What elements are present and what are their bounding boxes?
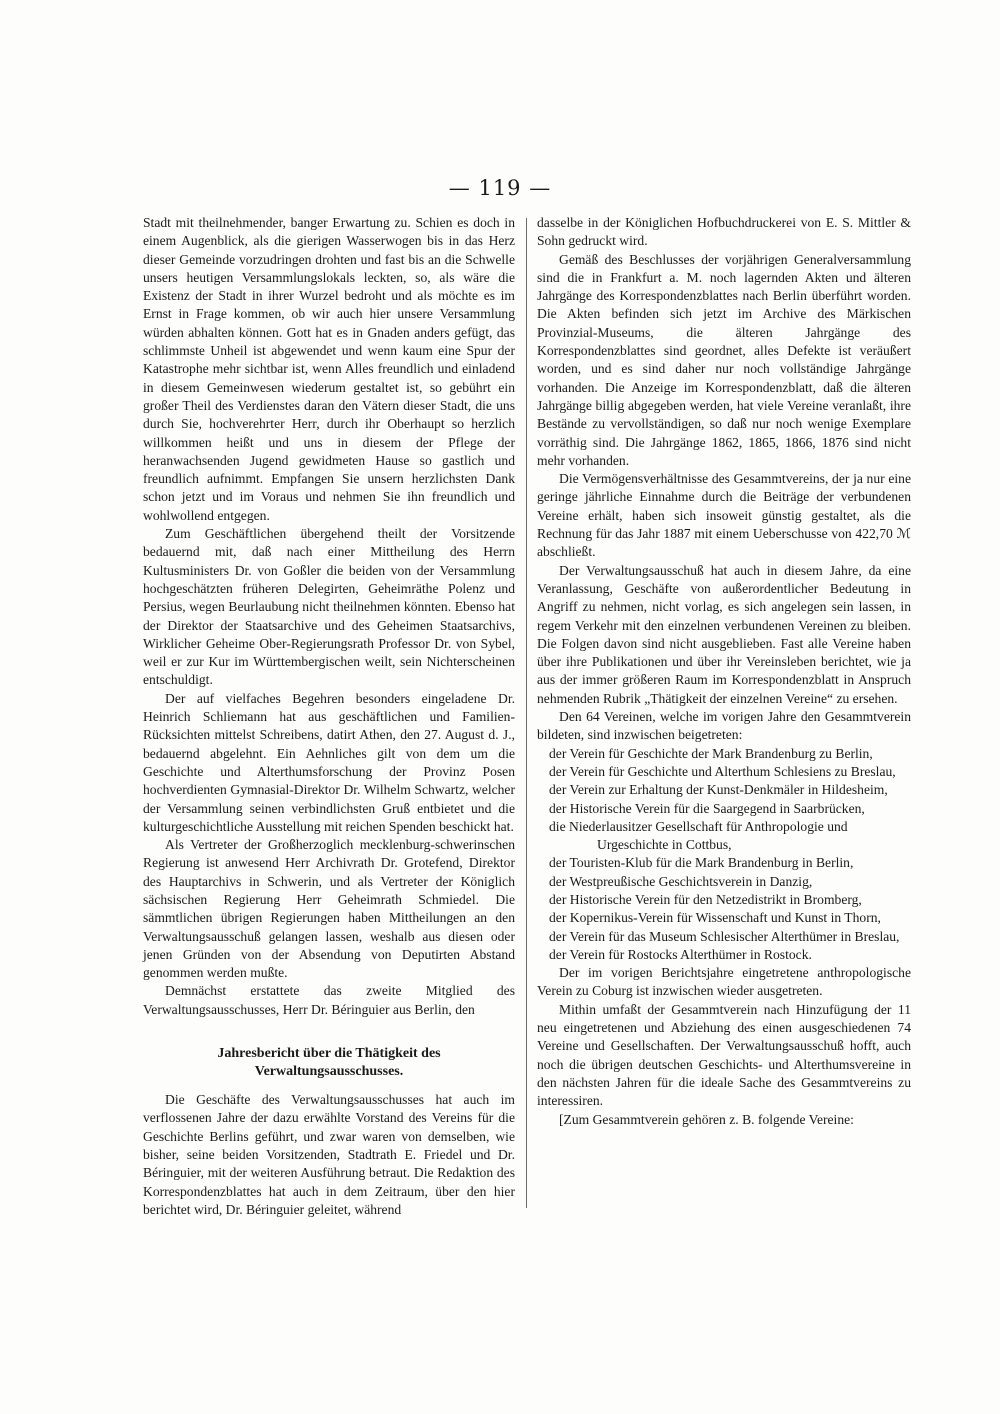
list-item: der Verein zur Erhaltung der Kunst-Denkmäler in Hildesheim, [549, 782, 888, 798]
list-item: der Westpreußische Geschichtsverein in Danzig, [549, 873, 813, 889]
right-paragraph-3: Die Vermögensverhältnisse des Gesammtvereins, der ja nur eine geringe jährliche Einnahme durch die Beiträge der verbundenen Vereine erhält, haben sich insoweit günstig gestaltet, als die Rechnung für das Jahr 1887 mit einem Ueberschusse von 422,70 ℳ abschließt. [537, 471, 911, 560]
list-item: der Kopernikus-Verein für Wissenschaft und Kunst in Thorn, [549, 910, 881, 926]
list-item: der Historische Verein für den Netzedistrikt in Bromberg, [549, 891, 862, 907]
right-column [537, 214, 911, 1129]
list-item: der Verein für Rostocks Alterthümer in Rostock. [549, 946, 812, 962]
right-paragraph-1: dasselbe in der Königlichen Hofbuchdruckerei von E. S. Mittler & Sohn gedruckt wird. [537, 215, 911, 249]
column-divider [526, 218, 527, 1208]
list-item: die Niederlausitzer Gesellschaft für Anthropologie und Urgeschichte in Cottbus, [549, 818, 848, 853]
right-paragraph-5: Den 64 Vereinen, welche im vorigen Jahre den Gesammtverein bildeten, sind inzwischen beigetreten: [537, 709, 911, 743]
left-column [143, 214, 515, 1219]
right-paragraph-8: [Zum Gesammtverein gehören z. B. folgende Vereine: [559, 1111, 854, 1127]
right-paragraph-4: Der Verwaltungsausschuß hat auch in diesem Jahre, da eine Veranlassung, Geschäfte von außerordentlicher Bedeutung in Angriff zu nehmen, nicht vorlag, es sich angelegen sein lassen, in regem Verkehr mit den einzelnen verbundenen Vereinen zu bleiben. Die Folgen davon sind nicht ausgeblieben. Fast alle Vereine haben über ihre Publikationen und über ihr Vereinsleben berichtet, wie ja aus der immer größeren Raum im Korrespondenzblatt in Anspruch nehmenden Rubrik „Thätigkeit der einzelnen Vereine“ zu ersehen. [537, 562, 911, 706]
list-item: der Touristen-Klub für die Mark Brandenburg in Berlin, [549, 855, 854, 871]
list-item: der Historische Verein für die Saargegend in Saarbrücken, [549, 800, 865, 816]
new-members-list [537, 745, 911, 965]
section-heading: Jahresbericht über die Thätigkeit des Verwaltungsausschusses. [217, 1046, 441, 1080]
left-paragraph-5: Demnächst erstattete das zweite Mitglied des Verwaltungsausschusses, Herr Dr. Béringuier aus Berlin, den [143, 983, 515, 1017]
list-item: der Verein für Geschichte und Alterthum Schlesiens zu Breslau, [549, 763, 896, 779]
page-number: — 119 — [448, 176, 552, 200]
right-paragraph-6: Der im vorigen Berichtsjahre eingetretene anthropologische Verein zu Coburg ist inzwischen wieder ausgetreten. [537, 965, 911, 999]
left-paragraph-1: Stadt mit theilnehmender, banger Erwartung zu. Schien es doch in einem Augenblick, als die gierigen Wasserwogen bis in das Herz dieser Gemeinde vorzudringen drohten und fast bis an die Schwelle unsers heutigen Versammlungslokals leckten, so, als wäre die Existenz der Stadt in ihrer Wurzel bedroht und als möchte es im Ernst in Frage kommen, ob wir auch hier unsere Versammlung würden abhalten können. Gott hat es in Gnaden anders gefügt, das schlimmste Unheil ist abgewendet und wenn kaum eine Spur der Katastrophe mehr sichtbar ist, wenn Alles freundlich und einladend in diesem Gemeinwesen wiederum gestaltet ist, so gebührt ein großer Theil des Verdienstes daran den Vätern dieser Stadt, die uns durch Sie, hochverehrter Herr, durch ihr Oberhaupt so herzlich willkommen heißt und uns in diesem der Pflege der heranwachsenden Jugend gewidmeten Hause so gastlich und freundlich aufnimmt. Empfangen Sie unsern herzlichsten Dank schon jetzt und im Voraus und nehmen Sie ihn freundlich und wohlwollend entgegen. [143, 215, 515, 523]
left-paragraph-6: Die Geschäfte des Verwaltungsausschusses hat auch im verflossenen Jahre der dazu erwählte Vorstand des Vereins für die Geschichte Berlins geführt, und zwar waren von demselben, wie bisher, seine beiden Vorsitzenden, Stadtrath E. Friedel und Dr. Béringuier, mit der weiteren Ausführung betraut. Die Redaktion des Korrespondenzblattes hat auch in dem Zeitraum, über den hier berichtet wird, Dr. Béringuier geleitet, während [143, 1092, 515, 1217]
right-paragraph-2: Gemäß des Beschlusses der vorjährigen Generalversammlung sind die in Frankfurt a. M. noch lagernden Akten und älteren Jahrgänge des Korrespondenzblattes nach Berlin überführt worden. Die Akten befinden sich jetzt im Archive des Märkischen Provinzial-Museums, die älteren Jahrgänge des Korrespondenzblattes sind geordnet, alles Defekte ist veräußert worden, und es sind daher nur noch vollständige Jahrgänge vorhanden. Die Anzeige im Korrespondenzblatt, daß die älteren Jahrgänge billig abgegeben werden, hat viele Vereine veranlaßt, ihre Bestände zu vervollständigen, so daß nur noch wenige Exemplare vorräthig sind. Die Jahrgänge 1862, 1865, 1866, 1876 sind nicht mehr vorhanden. [537, 251, 911, 468]
right-paragraph-7: Mithin umfaßt der Gesammtverein nach Hinzufügung der 11 neu eingetretenen und Abziehung des einen ausgeschiedenen 74 Vereine und Gesellschaften. Der Verwaltungsausschuß hofft, auch noch die übrigen deutschen Geschichts- und Alterthumsvereine in den nächsten Jahren für die ideale Sache des Gesammtvereins zu interessiren. [537, 1001, 911, 1109]
left-paragraph-2: Zum Geschäftlichen übergehend theilt der Vorsitzende bedauernd mit, daß nach einer Mittheilung des Herrn Kultusministers Dr. von Goßler die beiden von der Versammlung hochgeschätzten früheren Delegirten, Geheimräthe Polenz und Persius, wegen Beurlaubung nicht theilnehmen könnten. Ebenso hat der Direktor der Staatsarchive und des Geheimen Staatsarchivs, Wirklicher Geheime Ober-Regierungsrath Professor Dr. von Sybel, weil er zur Kur im Württembergischen weilt, sein Nichterscheinen entschuldigt. [143, 526, 515, 688]
list-item: der Verein für das Museum Schlesischer Alterthümer in Breslau, [549, 928, 900, 944]
left-paragraph-3: Der auf vielfaches Begehren besonders eingeladene Dr. Heinrich Schliemann hat aus geschäftlichen und Familien-Rücksichten mittelst Schreibens, datirt Athen, den 27. August d. J., bedauernd abgelehnt. Ein Aehnliches gilt von dem um die Geschichte und Alterthumsforschung der Provinz Posen hochverdienten Gymnasial-Direktor Dr. Wilhelm Schwartz, welcher der Versammlung seinen verbindlichsten Gruß entbietet und die kulturgeschichtliche Ausstellung mit reichen Spenden beschickt hat. [143, 690, 515, 834]
list-item: der Verein für Geschichte der Mark Brandenburg zu Berlin, [549, 745, 873, 761]
left-paragraph-4: Als Vertreter der Großherzoglich mecklenburg-schwerinschen Regierung ist anwesend Herr Archivrath Dr. Grotefend, Direktor des Hauptarchivs in Schwerin, und als Vertreter der Königlich sächsischen Regierung Herr Geheimrath Schmiedel. Die sämmtlichen übrigen Regierungen haben Mittheilungen an den Verwaltungsausschuß gelangen lassen, weshalb aus diesen oder jenen Gründen von der Absendung von Deputirten Abstand genommen werden mußte. [143, 837, 515, 981]
